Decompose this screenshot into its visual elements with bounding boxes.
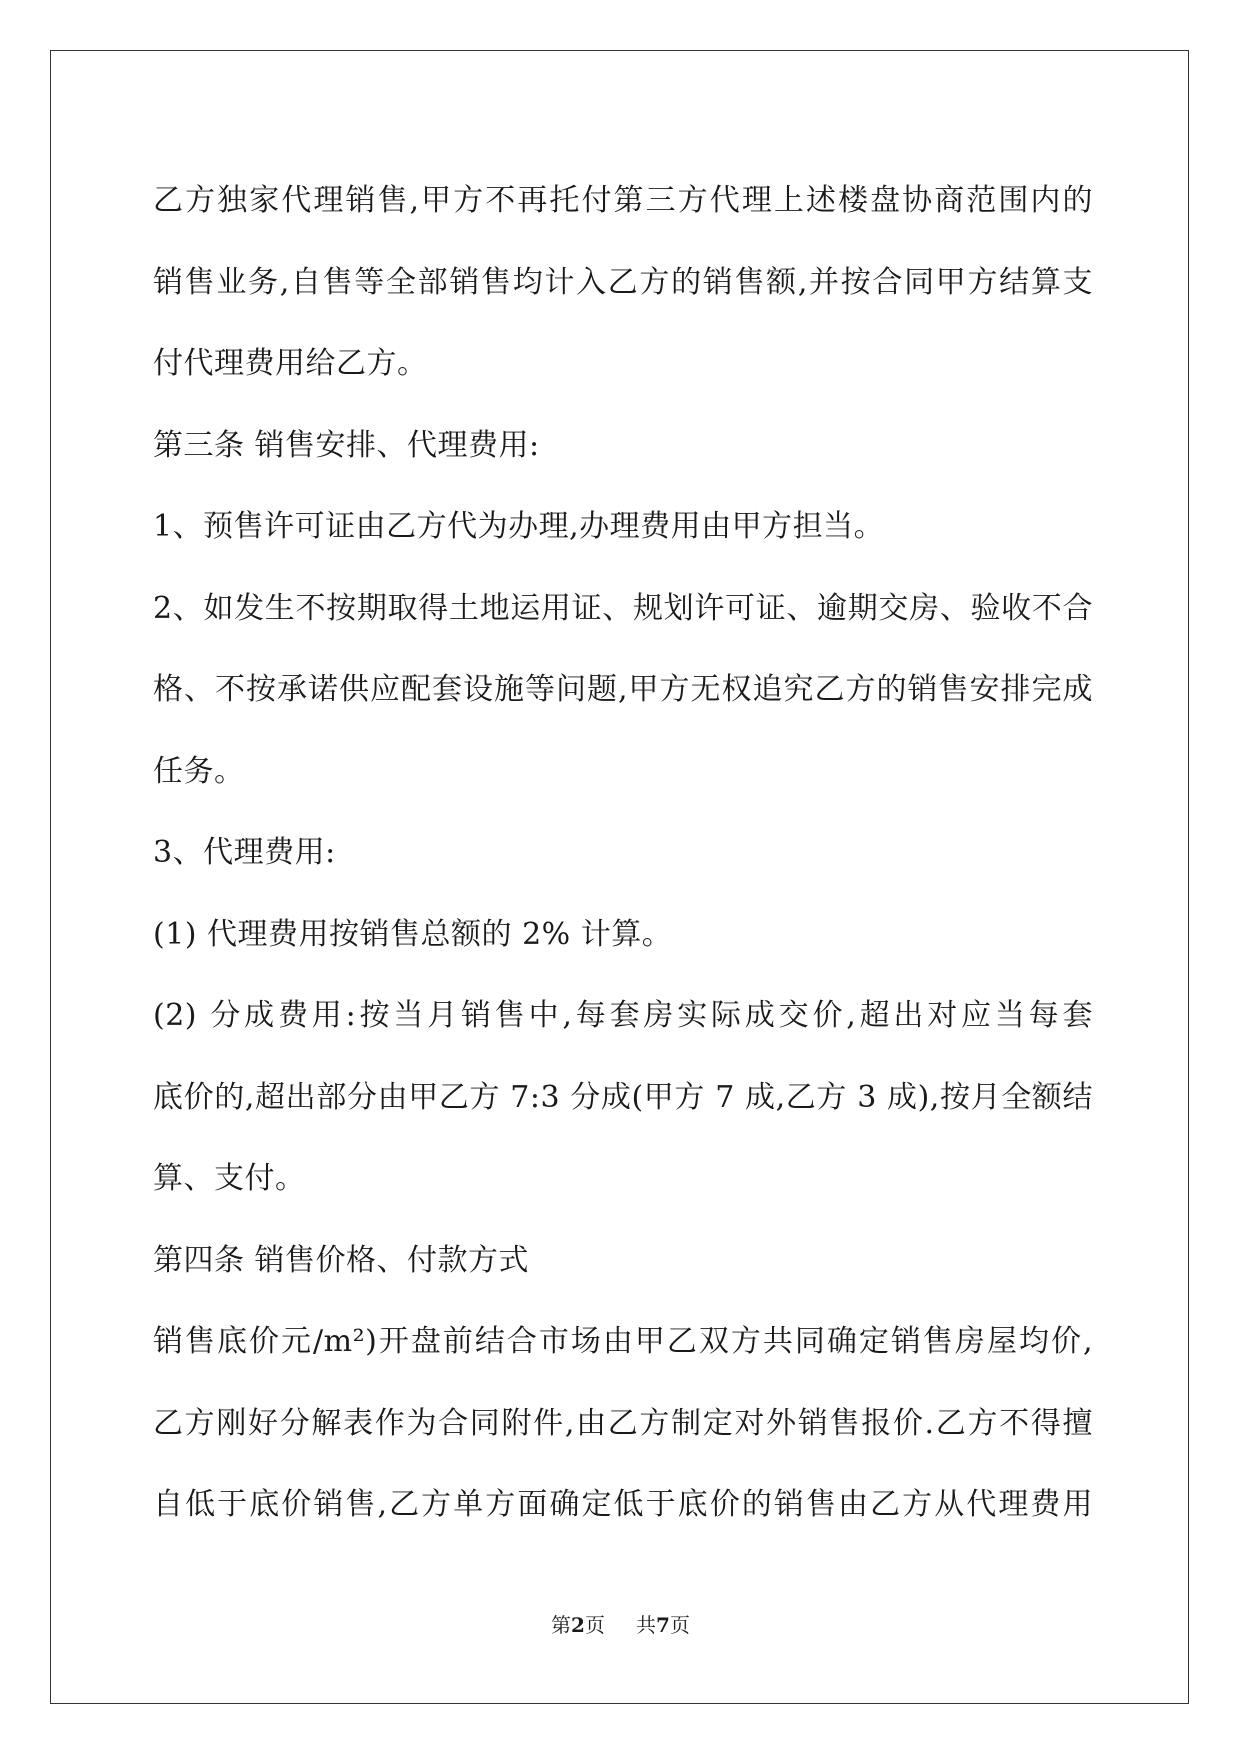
text-line: 乙方刚好分解表作为合同附件,由乙方制定对外销售报价.乙方不得擅 — [153, 1405, 1093, 1441]
text-line: 2、如发生不按期取得土地运用证、规划许可证、逾期交房、验收不合 — [153, 590, 1093, 626]
document-body — [153, 160, 1093, 1546]
text-line: (1) 代理费用按销售总额的 2% 计算。 — [153, 916, 673, 952]
page-footer — [0, 1609, 1241, 1638]
footer-total-prefix: 共 — [636, 1613, 657, 1637]
text-line: 第四条 销售价格、付款方式 — [153, 1242, 530, 1278]
footer-page-prefix: 第 — [551, 1613, 572, 1637]
text-line: 第三条 销售安排、代理费用: — [153, 427, 540, 463]
text-line: 任务。 — [153, 753, 245, 789]
text-line: 销售底价元/m²)开盘前结合市场由甲乙双方共同确定销售房屋均价, — [153, 1324, 1093, 1359]
text-line: (2) 分成费用:按当月销售中,每套房实际成交价,超出对应当每套 — [153, 998, 1093, 1033]
text-line: 格、不按承诺供应配套设施等问题,甲方无权追究乙方的销售安排完成 — [153, 672, 1093, 707]
footer-total-suffix: 页 — [669, 1613, 690, 1637]
footer-page-number: 2 — [571, 1613, 585, 1637]
text-line: 付代理费用给乙方。 — [153, 346, 428, 381]
text-line: 算、支付。 — [153, 1161, 306, 1196]
text-line: 底价的,超出部分由甲乙方 7:3 分成(甲方 7 成,乙方 3 成),按月全额结 — [153, 1079, 1093, 1115]
text-line: 3、代理费用: — [153, 835, 336, 870]
footer-page-suffix: 页 — [584, 1613, 605, 1637]
text-line: 1、预售许可证由乙方代为办理,办理费用由甲方担当。 — [153, 509, 885, 544]
text-line: 自低于底价销售,乙方单方面确定低于底价的销售由乙方从代理费用 — [153, 1487, 1093, 1522]
text-line: 销售业务,自售等全部销售均计入乙方的销售额,并按合同甲方结算支 — [153, 264, 1093, 300]
text-line: 乙方独家代理销售,甲方不再托付第三方代理上述楼盘协商范围内的 — [153, 183, 1093, 218]
footer-total-number: 7 — [656, 1613, 670, 1637]
